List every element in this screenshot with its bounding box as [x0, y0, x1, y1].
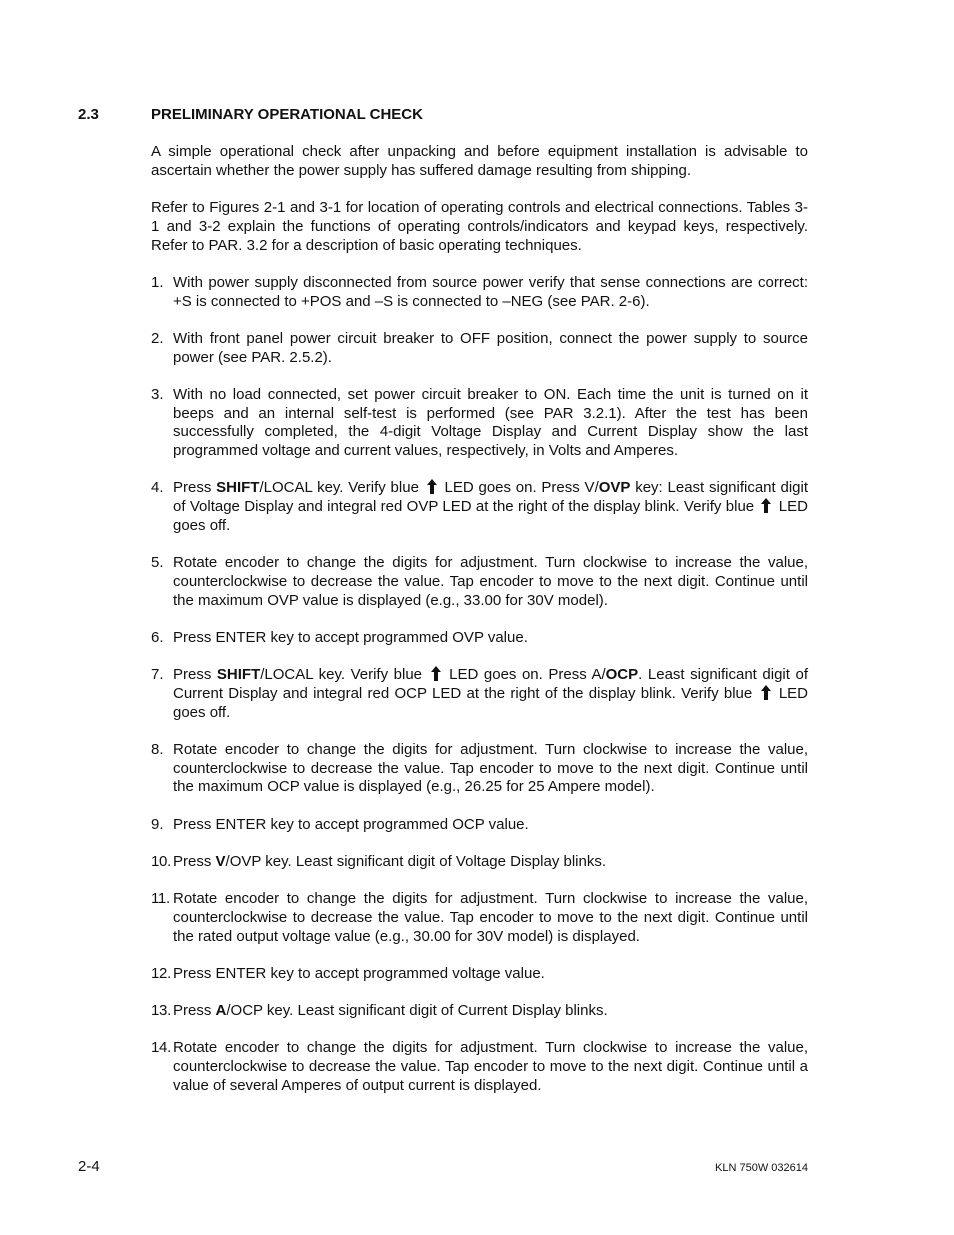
reference-paragraph: Refer to Figures 2-1 and 3-1 for location of operating controls and electrical connections. Tables 3-1 and 3-2 explain the functions of operating controls/indicators and keypad keys, respectively. Refer to PAR. 3.2 for a description of basic operating techniques. — [151, 198, 808, 254]
step-number: 11. — [151, 890, 170, 907]
step-text: Rotate encoder to change the digits for adjustment. Turn clockwise to increase the value, counterclockwise to decrease the value. Tap encoder to move to the next digit. Continue until the maximum OCP value is displayed (e.g., 26.25 for 25 Ampere model). — [173, 740, 808, 796]
step-text: Press ENTER key to accept programmed OVP value. — [173, 628, 528, 646]
section-body — [151, 143, 808, 1114]
step-3 — [151, 386, 808, 461]
step-number: 2. — [151, 329, 164, 347]
page-number: 2-4 — [78, 1158, 100, 1175]
step-7 — [151, 666, 808, 722]
step-text: Press — [173, 852, 216, 870]
step-text: Press ENTER key to accept programmed OCP value. — [173, 815, 529, 833]
section-number: 2.3 — [78, 106, 99, 123]
step-12 — [151, 965, 808, 984]
step-10 — [151, 853, 808, 872]
step-text: Press — [173, 1001, 216, 1019]
step-text: /LOCAL key. Verify blue — [259, 479, 424, 497]
step-text: With power supply disconnected from source power verify that sense connections are correct: +S is connected to +POS and –S is connected to –NEG (see PAR. 2-6). — [173, 273, 808, 310]
step-text: Rotate encoder to change the digits for adjustment. Turn clockwise to increase the value, counterclockwise to decrease the value. Tap encoder to move to the next digit. Continue until the rated output voltage value (e.g., 30.00 for 30V model) is displayed. — [173, 890, 808, 945]
step-number: 5. — [151, 554, 164, 572]
intro-paragraph: A simple operational check after unpacking and before equipment installation is advisable to ascertain whether the power supply has suffered damage resulting from shipping. — [151, 143, 808, 179]
step-text: Press — [173, 479, 217, 497]
step-number: 3. — [151, 385, 164, 403]
step-number: 7. — [151, 666, 164, 684]
step-number: 12. — [151, 964, 171, 982]
step-number: 1. — [151, 273, 164, 291]
step-6 — [151, 629, 808, 648]
step-text: With front panel power circuit breaker to OFF position, connect the power supply to source power (see PAR. 2.5.2). — [173, 329, 808, 366]
step-9 — [151, 816, 808, 835]
step-text: /LOCAL key. Verify blue — [260, 666, 428, 684]
step-number: 13. — [151, 1001, 171, 1019]
step-14 — [151, 1039, 808, 1095]
step-text: . Least significant digit of Current Display and integral red OCP LED at the right of the display blink. Verify blue — [173, 666, 808, 702]
step-text: Rotate encoder to change the digits for adjustment. Turn clockwise to increase the value, counterclockwise to decrease the value. Tap encoder to move to the next digit. Continue until the maximum OVP value is displayed (e.g., 33.00 for 30V model). — [173, 554, 808, 609]
procedure-list — [151, 274, 808, 1096]
key-shift: SHIFT — [216, 479, 260, 497]
step-11 — [151, 890, 808, 946]
step-text: /OCP key. Least significant digit of Current Display blinks. — [226, 1001, 608, 1019]
step-number: 4. — [151, 479, 164, 497]
key-shift: SHIFT — [216, 666, 261, 684]
step-text: Press — [173, 666, 217, 684]
step-text: LED goes on. Press V/ — [439, 479, 599, 497]
step-text: With no load connected, set power circuit breaker to ON. Each time the unit is turned on it beeps and an internal self-test is performed (see PAR 3.2.1). After the test has been successfully completed, the 4-digit Voltage Display and Current Display show the last programmed voltage and current values, respectively, in Volts and Amperes. — [173, 385, 808, 460]
shift-arrow-icon — [427, 479, 437, 494]
step-number: 6. — [151, 628, 164, 646]
step-13 — [151, 1002, 808, 1021]
section-heading — [78, 106, 818, 124]
step-text: /OVP key. Least significant digit of Voltage Display blinks. — [225, 852, 607, 870]
step-text: Press ENTER key to accept programmed voltage value. — [173, 964, 545, 982]
key-v: V — [215, 852, 226, 870]
step-text: LED goes off. — [173, 498, 808, 534]
step-text: key: Least significant digit of Voltage Display and integral red OVP LED at the right of the display blink. Verify blue — [173, 479, 808, 516]
step-text: LED goes off. — [173, 684, 808, 721]
step-4 — [151, 479, 808, 535]
step-number: 8. — [151, 740, 164, 758]
step-text: Rotate encoder to change the digits for adjustment. Turn clockwise to increase the value, counterclockwise to decrease the value. Tap encoder to move to the next digit. Continue until a value of several Amperes of output current is displayed. — [173, 1039, 808, 1094]
key-ovp: OVP — [598, 479, 631, 497]
step-text: LED goes on. Press A/ — [443, 666, 606, 684]
step-1 — [151, 274, 808, 312]
document-id: KLN 750W 032614 — [715, 1162, 808, 1174]
key-a: A — [215, 1001, 227, 1019]
step-number: 10. — [151, 852, 171, 870]
step-8 — [151, 741, 808, 797]
shift-arrow-icon — [431, 666, 441, 681]
step-number: 9. — [151, 815, 164, 833]
step-number: 14. — [151, 1039, 171, 1057]
step-5 — [151, 554, 808, 610]
shift-arrow-icon — [761, 685, 771, 700]
shift-arrow-icon — [761, 498, 771, 513]
section-title: PRELIMINARY OPERATIONAL CHECK — [151, 106, 423, 123]
key-ocp: OCP — [605, 666, 639, 684]
step-2 — [151, 330, 808, 368]
